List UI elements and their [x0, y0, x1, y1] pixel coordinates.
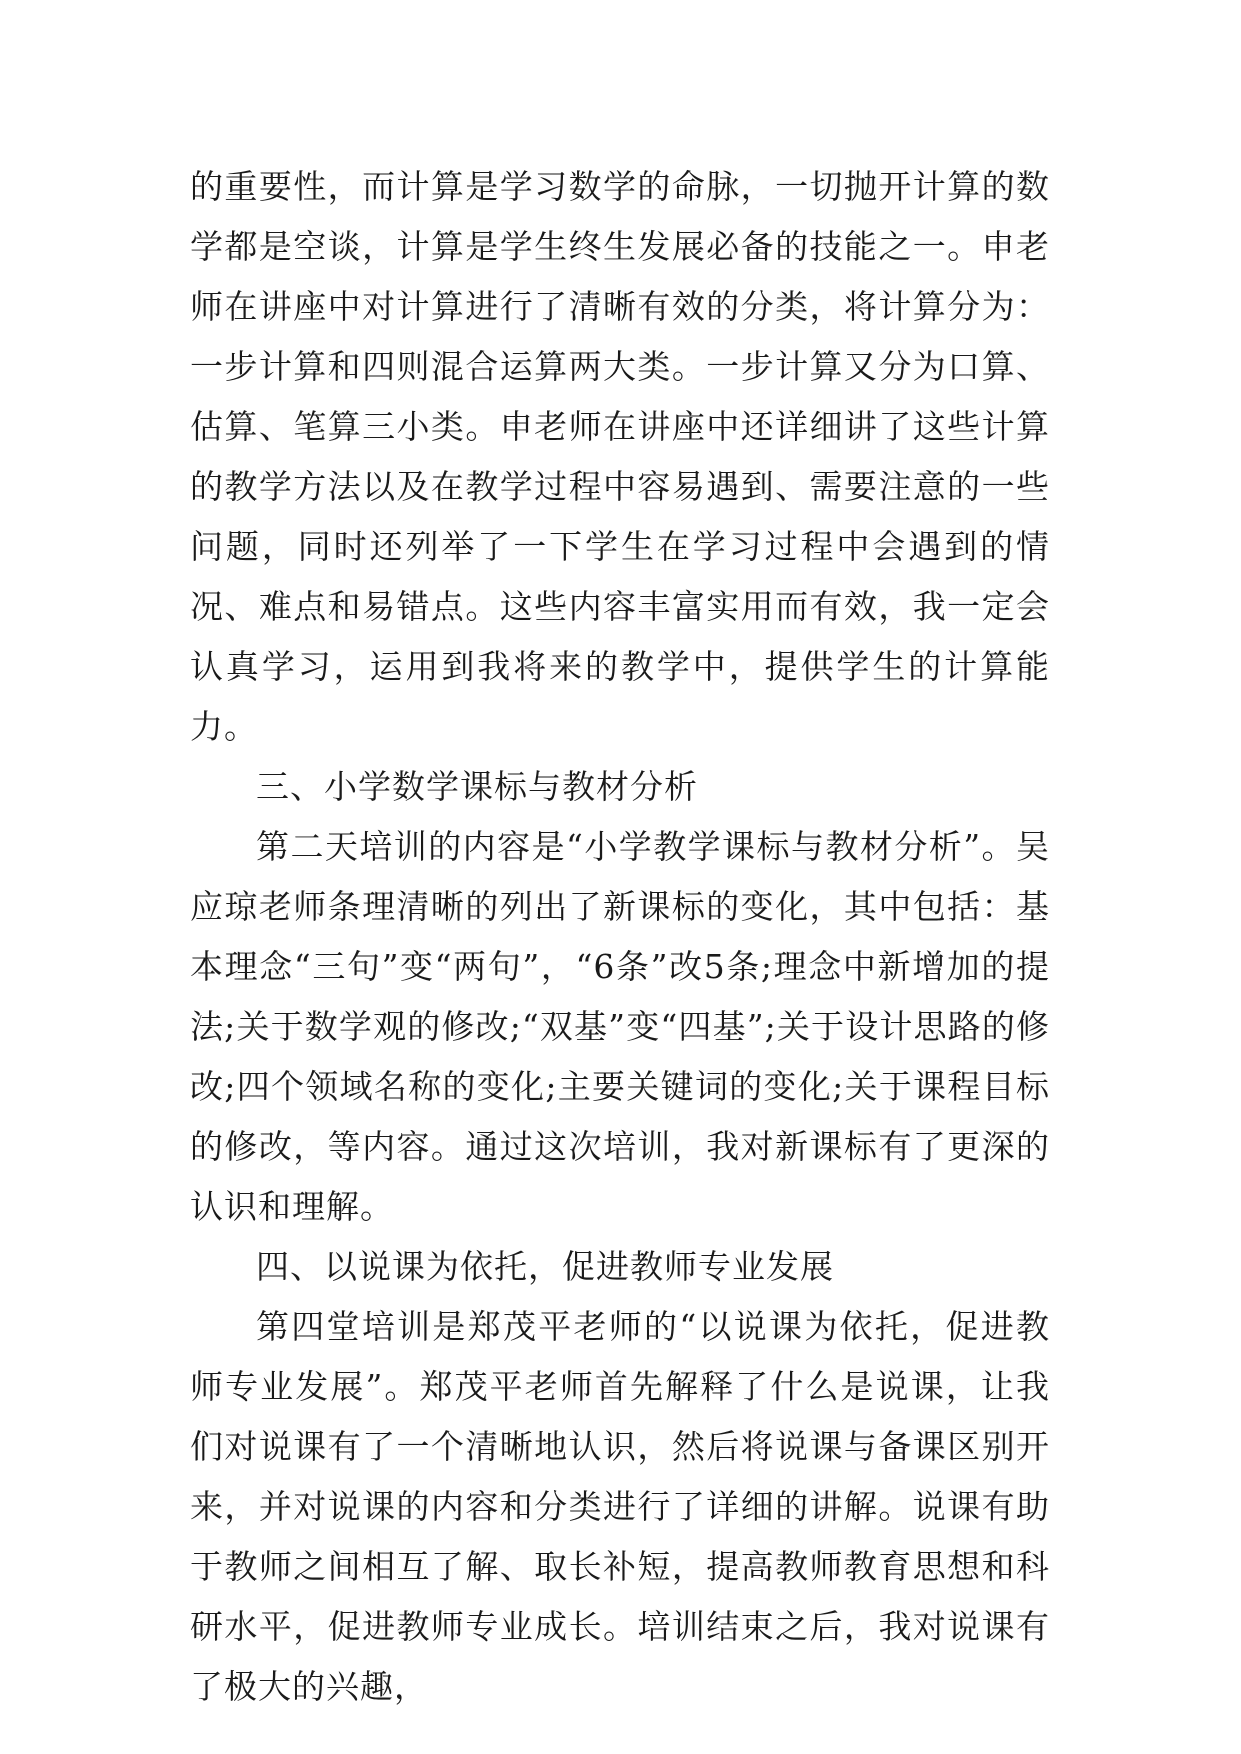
paragraph-curriculum: 第二天培训的内容是“小学教学课标与教材分析”。吴应琼老师条理清晰的列出了新课标的变化，其中包括：基本理念“三句”变“两句”，“6条”改5条;理念中新增加的提法;关于数学观的修改;“双基”变“四基”;关于设计思路的修改;四个领域名称的变化;主要关键词的变化;关于课程目标的修改，等内容。通过这次培训，我对新课标有了更深的认识和理解。	[190, 827, 1050, 1226]
section-heading-3: 三、小学数学课标与教材分析	[256, 767, 698, 806]
section-heading-4: 四、以说课为依托，促进教师专业发展	[256, 1247, 834, 1286]
document-body	[190, 157, 1050, 1717]
paragraph-lesson-talk: 第四堂培训是郑茂平老师的“以说课为依托，促进教师专业发展”。郑茂平老师首先解释了什么是说课，让我们对说课有了一个清晰地认识，然后将说课与备课区别开来，并对说课的内容和分类进行了详细的讲解。说课有助于教师之间相互了解、取长补短，提高教师教育思想和科研水平，促进教师专业成长。培训结束之后，我对说课有了极大的兴趣，	[190, 1307, 1050, 1706]
paragraph-computation: 的重要性，而计算是学习数学的命脉，一切抛开计算的数学都是空谈，计算是学生终生发展必备的技能之一。申老师在讲座中对计算进行了清晰有效的分类，将计算分为：一步计算和四则混合运算两大类。一步计算又分为口算、估算、笔算三小类。申老师在讲座中还详细讲了这些计算的教学方法以及在教学过程中容易遇到、需要注意的一些问题，同时还列举了一下学生在学习过程中会遇到的情况、难点和易错点。这些内容丰富实用而有效，我一定会认真学习，运用到我将来的教学中，提供学生的计算能力。	[190, 167, 1050, 746]
